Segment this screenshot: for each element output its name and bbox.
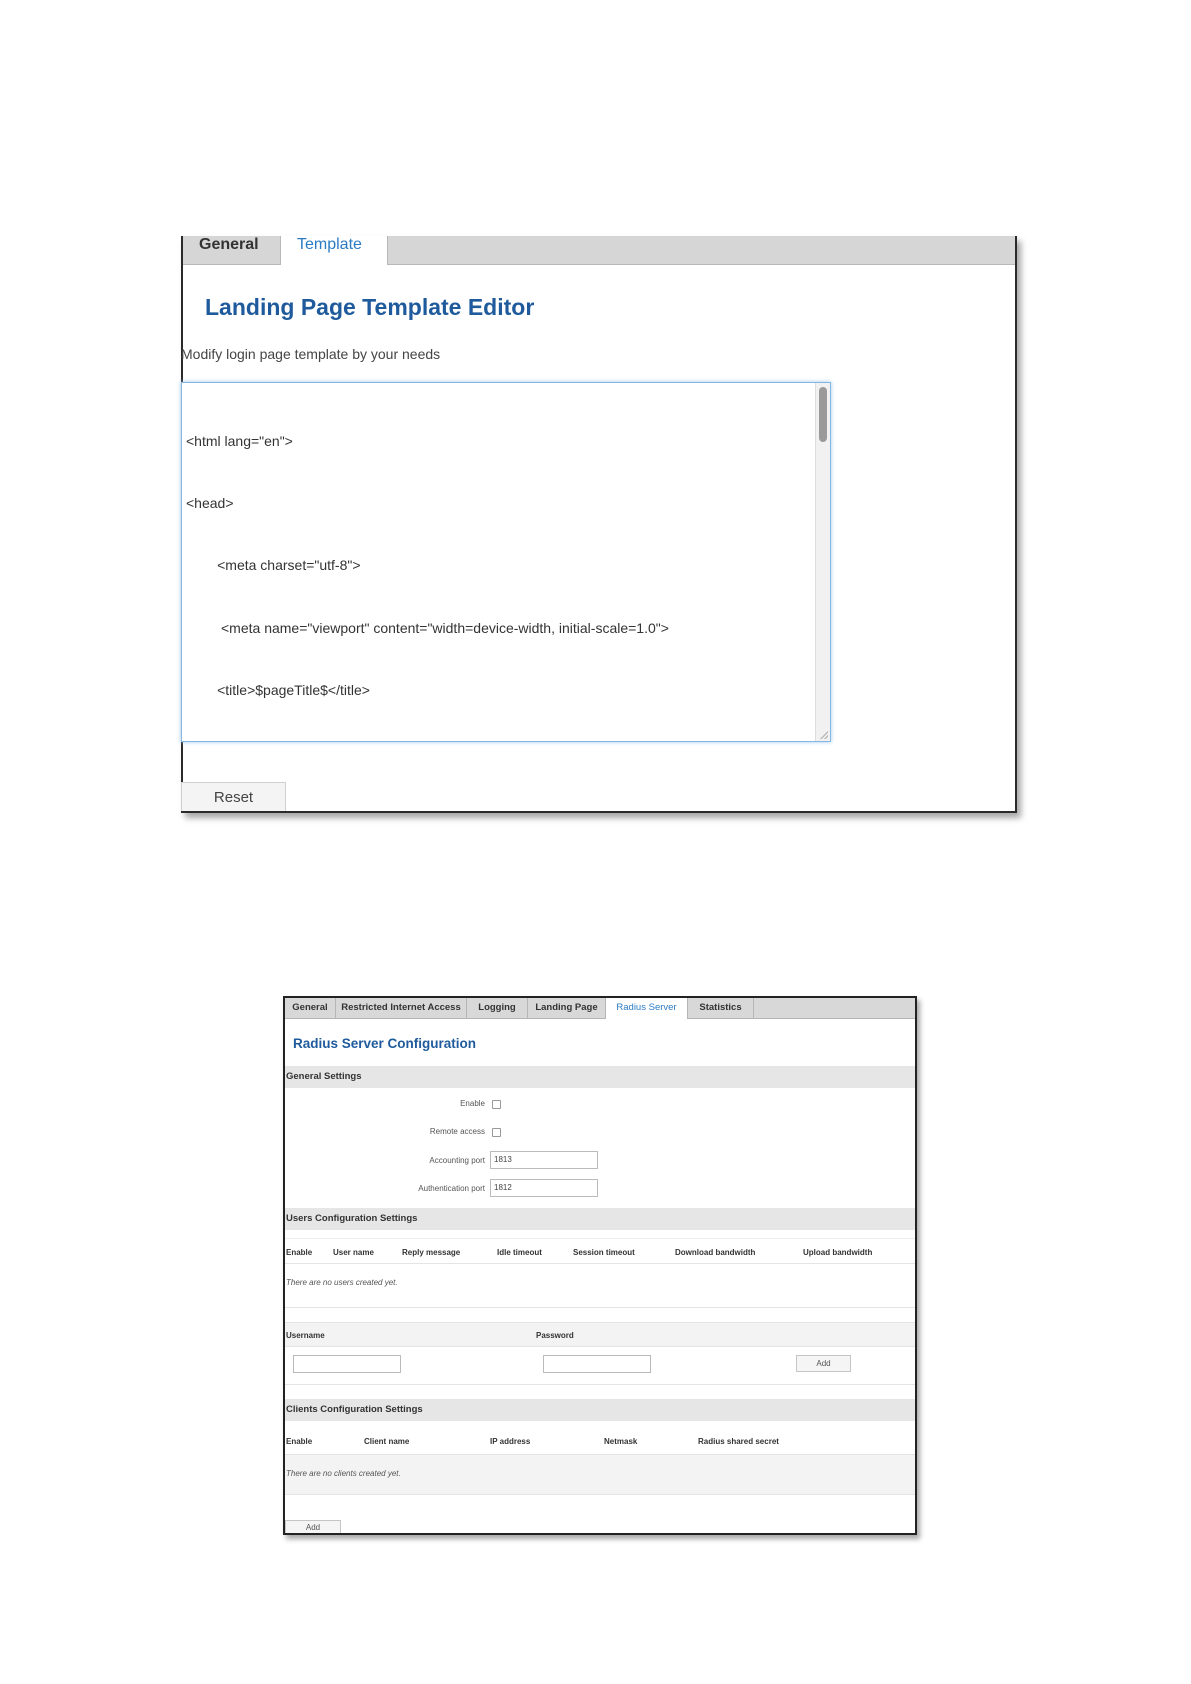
tab-landing-page[interactable]: Landing Page bbox=[528, 998, 606, 1018]
reset-button[interactable]: Reset bbox=[181, 782, 286, 811]
general-settings-header: General Settings bbox=[285, 1066, 915, 1088]
column-header: Netmask bbox=[604, 1437, 638, 1446]
add-user-button[interactable]: Add bbox=[796, 1355, 851, 1372]
new-user-row bbox=[285, 1347, 915, 1385]
add-client-button[interactable]: Add bbox=[285, 1520, 341, 1535]
column-header: Download bandwidth bbox=[675, 1248, 756, 1257]
scrollbar-thumb[interactable] bbox=[819, 387, 827, 442]
column-header: User name bbox=[333, 1248, 374, 1257]
username-label: Username bbox=[286, 1331, 325, 1340]
code-line: <title>$pageTitle$</title> bbox=[186, 682, 370, 699]
tab-template[interactable]: Template bbox=[280, 236, 388, 265]
password-input[interactable] bbox=[543, 1355, 651, 1373]
password-label: Password bbox=[536, 1331, 574, 1340]
editor-scrollbar[interactable] bbox=[815, 383, 830, 741]
page-description: Modify login page template by your needs bbox=[181, 346, 441, 362]
accounting-port-input[interactable]: 1813 bbox=[490, 1151, 598, 1169]
users-empty-row bbox=[285, 1264, 915, 1308]
remote-access-label: Remote access bbox=[429, 1127, 485, 1136]
tab-restricted-internet-access[interactable]: Restricted Internet Access bbox=[336, 998, 467, 1018]
page-title: Radius Server Configuration bbox=[293, 1036, 477, 1051]
resize-grip-icon[interactable] bbox=[820, 731, 828, 739]
column-header: IP address bbox=[490, 1437, 531, 1446]
code-line: <head> bbox=[186, 494, 234, 511]
code-line: <html lang="en"> bbox=[186, 432, 293, 449]
column-header: Radius shared secret bbox=[698, 1437, 779, 1446]
authentication-port-label: Authentication port bbox=[418, 1184, 485, 1193]
column-header: Upload bandwidth bbox=[803, 1248, 873, 1257]
column-header: Session timeout bbox=[573, 1248, 635, 1257]
tab-radius-server[interactable]: Radius Server bbox=[606, 998, 688, 1019]
clients-table-header bbox=[285, 1429, 915, 1455]
tab-general[interactable]: General bbox=[183, 236, 280, 264]
column-header: Reply message bbox=[402, 1248, 461, 1257]
template-editor-screenshot bbox=[181, 236, 1017, 813]
template-code-editor[interactable] bbox=[181, 382, 831, 742]
tab-general[interactable]: General bbox=[285, 998, 336, 1018]
clients-empty-message: There are no clients created yet. bbox=[286, 1469, 401, 1478]
authentication-port-input[interactable]: 1812 bbox=[490, 1179, 598, 1197]
tab-bar bbox=[183, 236, 1015, 265]
column-header: Idle timeout bbox=[497, 1248, 542, 1257]
column-header: Client name bbox=[364, 1437, 410, 1446]
tab-statistics[interactable]: Statistics bbox=[688, 998, 754, 1018]
accounting-port-label: Accounting port bbox=[429, 1156, 485, 1165]
users-empty-message: There are no users created yet. bbox=[286, 1278, 398, 1287]
column-header: Enable bbox=[286, 1437, 313, 1446]
remote-access-checkbox[interactable] bbox=[492, 1128, 501, 1137]
radius-server-screenshot bbox=[283, 996, 917, 1535]
new-user-header bbox=[285, 1322, 915, 1347]
code-content[interactable] bbox=[186, 389, 806, 742]
column-header: Enable bbox=[286, 1248, 313, 1257]
enable-label: Enable bbox=[460, 1099, 485, 1108]
code-line: <meta charset="utf-8"> bbox=[186, 557, 361, 574]
users-table-header bbox=[285, 1238, 915, 1264]
username-input[interactable] bbox=[293, 1355, 401, 1373]
code-line: <meta name="viewport" content="width=device-width, initial-scale=1.0"> bbox=[186, 619, 669, 636]
clients-empty-row bbox=[285, 1455, 915, 1495]
users-settings-header: Users Configuration Settings bbox=[285, 1208, 915, 1230]
clients-settings-header: Clients Configuration Settings bbox=[285, 1399, 915, 1421]
tab-logging[interactable]: Logging bbox=[467, 998, 528, 1018]
enable-checkbox[interactable] bbox=[492, 1100, 501, 1109]
page-title: Landing Page Template Editor bbox=[205, 294, 535, 320]
tab-bar bbox=[285, 998, 915, 1019]
